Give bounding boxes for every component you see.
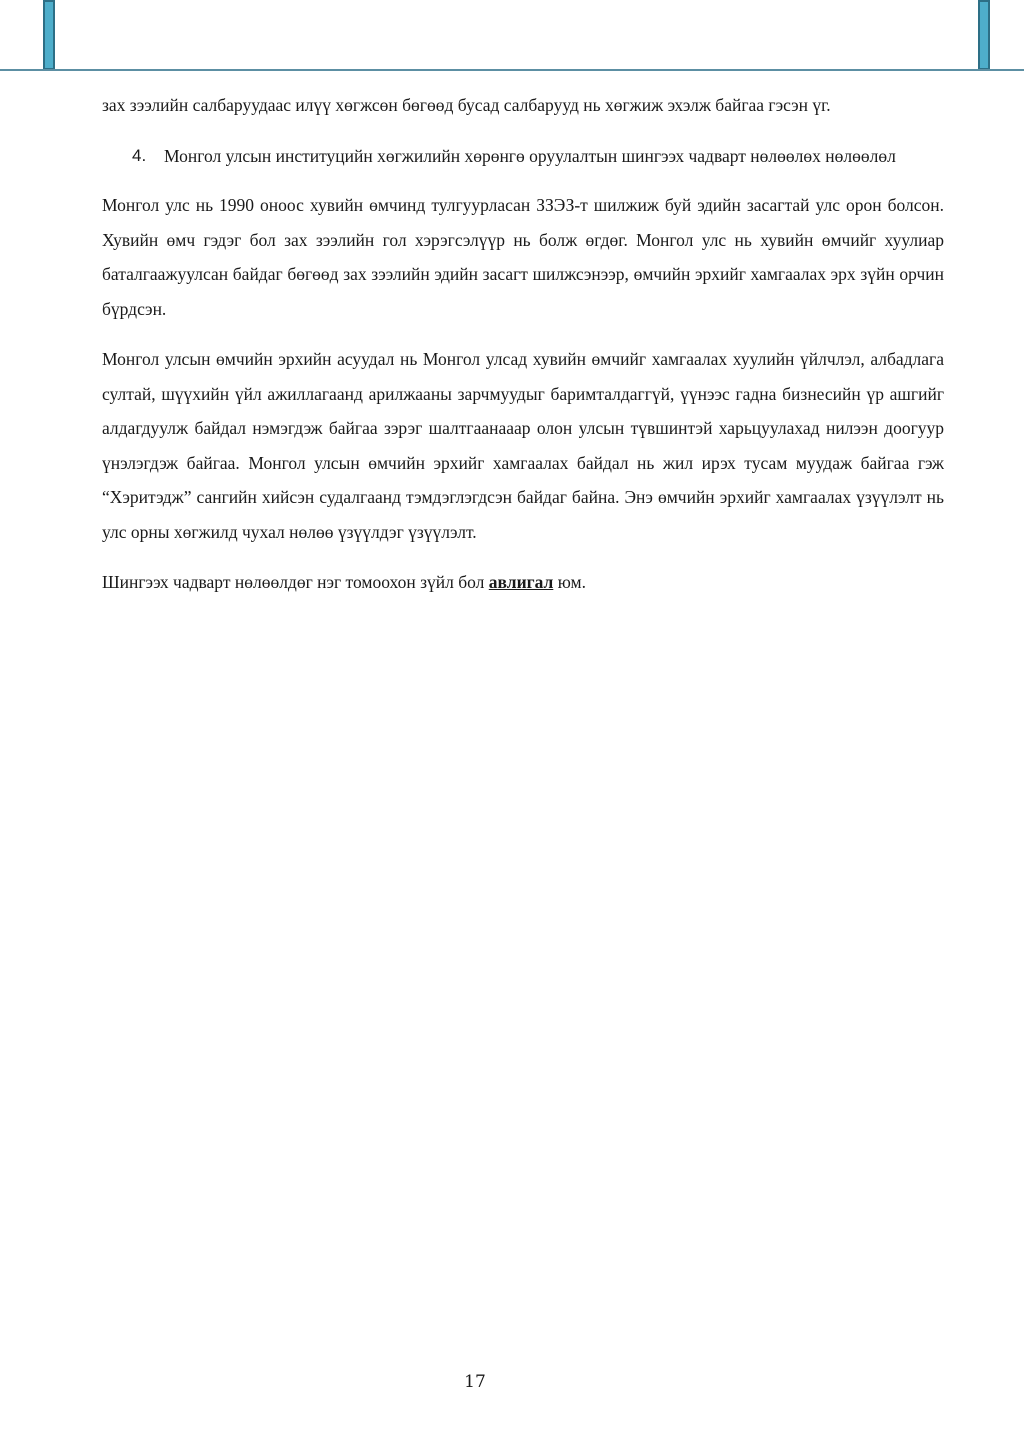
header-rule <box>0 69 1024 71</box>
list-item-text: Монгол улсын институцийн хөгжилийн хөрөнгө оруулалтын шингээх чадварт нөлөөлөх нөлөөлөл <box>164 145 896 166</box>
document-body <box>102 88 944 616</box>
list-item-number: 4. <box>132 145 147 165</box>
paragraph-corruption <box>102 565 944 600</box>
header-decoration-left <box>43 0 55 70</box>
paragraph-corruption-tail: юм. <box>553 572 586 592</box>
header-decoration-right <box>978 0 990 70</box>
keyword-corruption: авлигал <box>488 572 554 592</box>
list-item-4 <box>132 139 944 174</box>
page-number: 17 <box>464 1372 486 1392</box>
paragraph-property-transition: Монгол улс нь 1990 оноос хувийн өмчинд тулгуурласан ЗЗЭЗ-т шилжиж буй эдийн засагтай улс орон болсон. Хувийн өмч гэдэг бол зах зээлийн гол хэрэгсэлүүр нь болж өгдөг. Монгол улс нь хувийн өмчийг хуулиар баталгаажуулсан байдаг бөгөөд зах зээлийн эдийн засагт шилжсэнээр, өмчийн эрхийг хамгаалах эрх зүйн орчин бүрдсэн. <box>102 195 944 319</box>
paragraph-continuation: зах зээлийн салбаруудаас илүү хөгжсөн бөгөөд бусад салбарууд нь хөгжиж эхэлж байгаа гэсэн үг. <box>102 95 831 115</box>
paragraph-corruption-lead: Шингээх чадварт нөлөөлдөг нэг томоохон зүйл бол <box>102 572 489 592</box>
paragraph-property-rights: Монгол улсын өмчийн эрхийн асуудал нь Монгол улсад хувийн өмчийг хамгаалах хуулийн үйлчлэл, албадлага султай, шүүхийн үйл ажиллагаанд арилжааны зарчмуудыг баримталдаггүй, үүнээс гадна бизнесийн үр ашгийг алдагдуулж байдал нэмэгдэж байгаа зэрэг шалтгаанааар олон улсын түвшинтэй харьцуулахад нилээн доогуур үнэлэгдэж байгаа. Монгол улсын өмчийн эрхийг хамгаалах байдал нь жил ирэх тусам муудаж байгаа гэж “Хэритэдж” сангийн хийсэн судалгаанд тэмдэглэгдсэн байдаг байна. Энэ өмчийн эрхийг хамгаалах үзүүлэлт нь улс орны хөгжилд чухал нөлөө үзүүлдэг үзүүлэлт. <box>102 349 944 542</box>
